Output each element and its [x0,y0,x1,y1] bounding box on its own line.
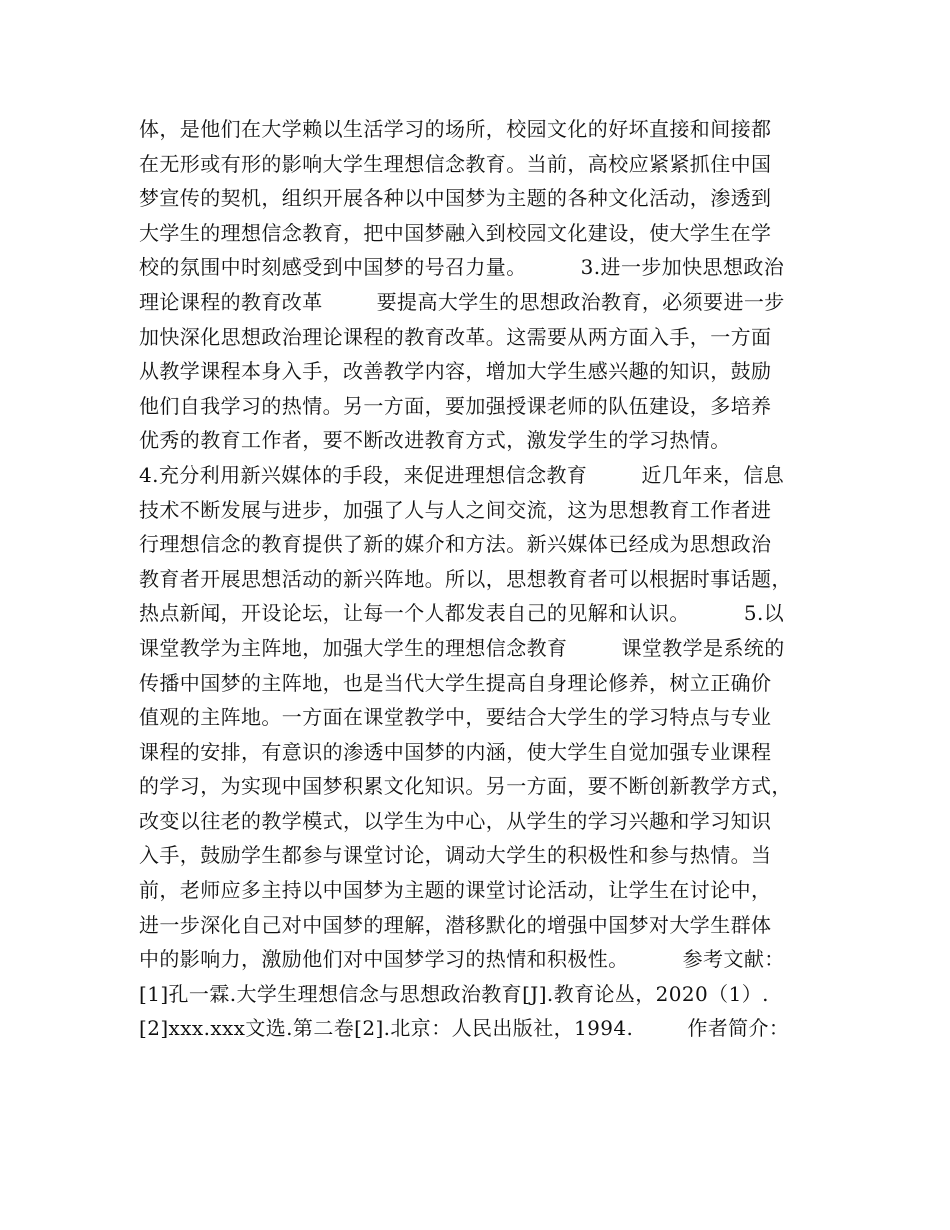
text-line: 中的影响力，激励他们对中国梦学习的热情和积极性。 参考文献： [139,947,785,972]
text-line: 理论课程的教育改革 要提高大学生的思想政治教育，必须要进一步 [139,289,785,314]
text-line: 体，是他们在大学赖以生活学习的场所，校园文化的好坏直接和间接都 [139,117,772,141]
text-line: 他们自我学习的热情。另一方面，要加强授课老师的队伍建设，多培养 [139,393,772,418]
reference-line: [1]孔一霖.大学生理想信念与思想政治教育[J].教育论丛，2020（1）. [139,981,769,1006]
text-line: 值观的主阵地。一方面在课堂教学中，要结合大学生的学习特点与专业 [139,705,772,730]
text-line: 的学习，为实现中国梦积累文化知识。另一方面，要不断创新教学方式， [139,774,792,799]
text-line: 热点新闻，开设论坛，让每一个人都发表自己的见解和认识。 5.以 [139,601,785,626]
text-line: 课程的安排，有意识的渗透中国梦的内涵，使大学生自觉加强专业课程 [139,739,772,764]
body-text [139,112,839,1046]
text-line: 教育者开展思想活动的新兴阵地。所以，思想教育者可以根据时事话题， [139,566,792,591]
text-line: 前，老师应多主持以中国梦为主题的课堂讨论活动，让学生在讨论中， [139,878,772,903]
text-line: 改变以往老的教学模式，以学生为中心，从学生的学习兴趣和学习知识 [139,808,772,833]
text-line: 进一步深化自己对中国梦的理解，潜移默化的增强中国梦对大学生群体 [139,912,772,937]
text-line: 4.充分利用新兴媒体的手段，来促进理想信念教育 近几年来，信息 [139,462,785,487]
text-line: 优秀的教育工作者，要不断改进教育方式，激发学生的学习热情。 [139,428,731,453]
text-line: 梦宣传的契机，组织开展各种以中国梦为主题的各种文化活动，渗透到 [139,186,772,211]
text-line: 校的氛围中时刻感受到中国梦的号召力量。 3.进一步加快思想政治 [139,255,785,280]
text-line: 课堂教学为主阵地，加强大学生的理想信念教育 课堂教学是系统的 [139,635,785,660]
text-line: 在无形或有形的影响大学生理想信念教育。当前，高校应紧紧抓住中国 [139,151,772,176]
text-line: 从教学课程本身入手，改善教学内容，增加大学生感兴趣的知识，鼓励 [139,359,772,384]
text-line: 加快深化思想政治理论课程的教育改革。这需要从两方面入手，一方面 [139,324,772,349]
text-line: 入手，鼓励学生都参与课堂讨论，调动大学生的积极性和参与热情。当 [139,843,772,868]
text-line: 大学生的理想信念教育，把中国梦融入到校园文化建设，使大学生在学 [139,220,772,245]
reference-line: [2]xxx.xxx文选.第二卷[2].北京：人民出版社，1994. 作者简介： [139,1016,790,1041]
text-line: 技术不断发展与进步，加强了人与人之间交流，这为思想教育工作者进 [139,497,772,522]
text-line: 传播中国梦的主阵地，也是当代大学生提高自身理论修养，树立正确价 [139,670,772,695]
text-line: 行理想信念的教育提供了新的媒介和方法。新兴媒体已经成为思想政治 [139,532,772,557]
